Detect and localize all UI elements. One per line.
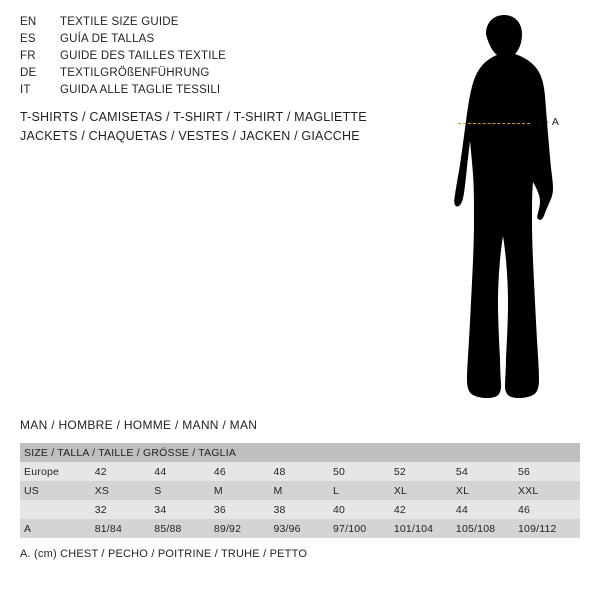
table-cell: 56 — [518, 462, 580, 481]
language-code: FR — [20, 50, 36, 62]
row-label: Europe — [20, 462, 95, 481]
table-cell: 46 — [214, 462, 274, 481]
table-cell: 109/112 — [518, 519, 580, 538]
footnote: A. (cm) CHEST / PECHO / POITRINE / TRUHE / PETTO — [20, 548, 308, 560]
language-text: TEXTILGRÖßENFÜHRUNG — [60, 67, 210, 79]
table-cell: 46 — [518, 500, 580, 519]
language-code: ES — [20, 33, 36, 45]
table-cell: 44 — [456, 500, 518, 519]
row-label: US — [20, 481, 95, 500]
language-list — [20, 16, 360, 101]
table-cell: 50 — [333, 462, 394, 481]
table-title: MAN / HOMBRE / HOMME / MANN / MAN — [20, 418, 258, 432]
language-text: GUÍA DE TALLAS — [60, 33, 155, 45]
table-header-row — [20, 443, 580, 462]
chest-measure-line — [458, 123, 530, 125]
table-cell: 81/84 — [95, 519, 155, 538]
man-silhouette-figure — [420, 10, 590, 400]
table-cell: 40 — [333, 500, 394, 519]
table-cell: XS — [95, 481, 155, 500]
row-label: A — [20, 519, 95, 538]
measure-label-a: - - A — [538, 116, 560, 128]
language-row — [20, 50, 360, 67]
table-row — [20, 500, 580, 519]
size-table — [20, 443, 580, 538]
category-jackets: JACKETS / CHAQUETAS / VESTES / JACKEN / GIACCHE — [20, 129, 360, 143]
table-row — [20, 462, 580, 481]
row-label — [20, 500, 95, 519]
table-cell: M — [273, 481, 333, 500]
language-row — [20, 84, 360, 101]
table-cell: XL — [394, 481, 456, 500]
table-cell: 42 — [95, 462, 155, 481]
table-cell: 42 — [394, 500, 456, 519]
language-row — [20, 67, 360, 84]
table-cell: 48 — [273, 462, 333, 481]
table-cell: 97/100 — [333, 519, 394, 538]
man-silhouette-icon — [420, 10, 590, 400]
language-code: IT — [20, 84, 31, 96]
language-row — [20, 33, 360, 50]
table-cell: L — [333, 481, 394, 500]
table-cell: 85/88 — [154, 519, 214, 538]
table-cell: XXL — [518, 481, 580, 500]
language-text: GUIDE DES TAILLES TEXTILE — [60, 50, 227, 62]
table-cell: XL — [456, 481, 518, 500]
table-cell: 101/104 — [394, 519, 456, 538]
language-row — [20, 16, 360, 33]
table-cell: 54 — [456, 462, 518, 481]
table-cell: 32 — [95, 500, 155, 519]
table-cell: 34 — [154, 500, 214, 519]
category-list — [20, 108, 440, 146]
table-cell: 44 — [154, 462, 214, 481]
table-cell: 105/108 — [456, 519, 518, 538]
table-cell: 52 — [394, 462, 456, 481]
language-code: DE — [20, 67, 37, 79]
category-tshirts: T-SHIRTS / CAMISETAS / T-SHIRT / T-SHIRT / MAGLIETTE — [20, 110, 367, 124]
table-cell: 93/96 — [273, 519, 333, 538]
table-cell: 38 — [273, 500, 333, 519]
table-row — [20, 519, 580, 538]
table-header-label: SIZE / TALLA / TAILLE / GRÖSSE / TAGLIA — [20, 443, 580, 462]
language-code: EN — [20, 16, 37, 28]
table-cell: M — [214, 481, 274, 500]
table-cell: S — [154, 481, 214, 500]
table-cell: 89/92 — [214, 519, 274, 538]
language-text: GUIDA ALLE TAGLIE TESSILI — [60, 84, 221, 96]
language-text: TEXTILE SIZE GUIDE — [60, 16, 179, 28]
table-row — [20, 481, 580, 500]
table-cell: 36 — [214, 500, 274, 519]
